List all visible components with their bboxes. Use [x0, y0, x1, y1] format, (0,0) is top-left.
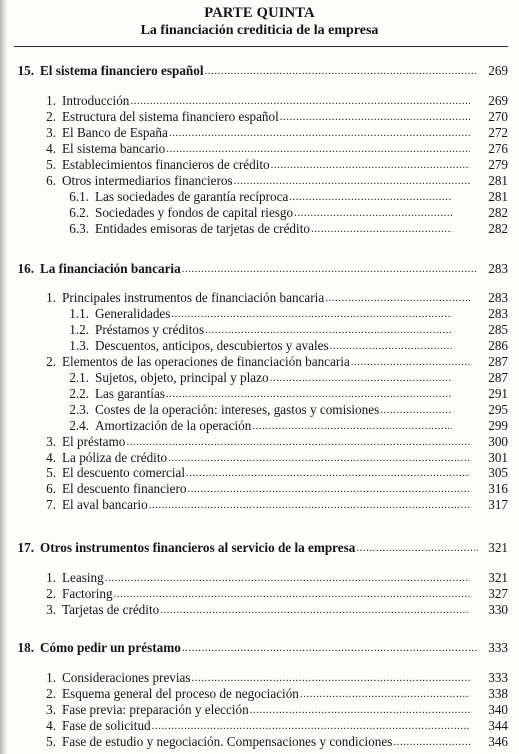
entry-page-number: 305 — [488, 465, 508, 481]
entry-page-number: 283 — [488, 305, 508, 321]
entry-page-number: 270 — [488, 108, 508, 124]
entry-page-number: 286 — [488, 337, 508, 353]
section-entry — [0, 173, 519, 189]
dot-leader — [356, 540, 478, 556]
entry-title: Fase de solicitud — [62, 717, 151, 733]
dot-leader — [149, 497, 470, 513]
entry-title: La póliza de crédito — [62, 449, 168, 465]
entry-number: 18. — [17, 640, 34, 655]
section-entry — [0, 670, 519, 686]
section-entry — [0, 602, 519, 618]
section-entry — [0, 702, 519, 718]
subsection-entry — [0, 221, 519, 237]
dot-leader — [250, 702, 470, 718]
dot-leader — [160, 602, 470, 618]
section-entry — [0, 157, 519, 173]
entry-page-number: 299 — [488, 417, 508, 433]
dot-leader — [300, 686, 470, 702]
section-entry — [0, 290, 519, 306]
entry-number: 17. — [17, 540, 34, 555]
entry-number: 1.2. — [69, 321, 89, 337]
section-entry — [0, 718, 519, 734]
section-entry — [0, 497, 519, 513]
entry-number: 5. — [46, 465, 56, 481]
entry-number: 3. — [46, 701, 56, 717]
part-subtitle: La financiación crediticia de la empresa — [140, 23, 379, 38]
section-entry — [0, 109, 519, 125]
entry-title: El descuento financiero — [62, 481, 187, 497]
entry-title: El aval bancario — [62, 497, 148, 513]
entry-number: 15. — [17, 63, 34, 78]
entry-page-number: 281 — [488, 188, 508, 204]
entry-title: Otros intermediarios financieros — [62, 172, 233, 188]
section-entry — [0, 570, 519, 586]
dot-leader — [271, 157, 470, 173]
dot-leader — [234, 173, 470, 189]
entry-page-number: 287 — [488, 369, 508, 385]
entry-page-number: 276 — [488, 140, 508, 156]
entry-title: Introducción — [62, 93, 130, 108]
entry-page-number: 327 — [488, 585, 508, 601]
dot-leader — [105, 570, 470, 586]
entry-page-number: 283 — [488, 261, 508, 276]
entry-number: 2. — [46, 585, 56, 601]
entry-title: Consideraciones previas — [62, 670, 191, 685]
entry-page-number: 338 — [488, 685, 508, 701]
entry-number: 16. — [17, 261, 34, 276]
entry-title: Leasing — [62, 570, 104, 585]
dot-leader — [168, 450, 470, 466]
entry-page-number: 321 — [488, 540, 508, 555]
entry-title: El sistema financiero español — [40, 63, 204, 78]
part-title: PARTE QUINTA — [204, 5, 315, 21]
dot-leader — [205, 63, 478, 79]
subsection-entry — [0, 418, 519, 434]
entry-number: 6. — [46, 172, 56, 188]
entry-number: 2.1. — [69, 369, 89, 385]
entry-title: El descuento comercial — [62, 465, 186, 481]
section-entry — [0, 93, 519, 109]
entry-title: Tarjetas de crédito — [62, 601, 160, 617]
section-entry — [0, 141, 519, 157]
entry-number: 3. — [46, 601, 56, 617]
dot-leader — [280, 109, 470, 125]
entry-number: 1. — [46, 290, 56, 305]
section-entry — [0, 465, 519, 481]
entry-number: 6.1. — [69, 188, 89, 204]
entry-page-number: 333 — [488, 670, 508, 685]
section-entry — [0, 686, 519, 702]
entry-number: 6. — [46, 481, 56, 497]
entry-title: Sujetos, objeto, principal y plazo — [95, 369, 269, 385]
chapter-entry — [0, 540, 519, 556]
entry-number: 2. — [46, 353, 56, 369]
entry-page-number: 301 — [488, 449, 508, 465]
entry-title: Otros instrumentos financieros al servicio de la empresa — [40, 540, 356, 555]
header-rule — [14, 46, 508, 47]
entry-page-number: 282 — [488, 204, 508, 220]
dot-leader — [152, 718, 470, 734]
entry-number: 3. — [46, 124, 56, 140]
entry-title: Esquema general del proceso de negociación — [62, 685, 299, 701]
entry-page-number: 340 — [488, 701, 508, 717]
subsection-entry — [0, 386, 519, 402]
subsection-entry — [0, 306, 519, 322]
chapter-entry — [0, 261, 519, 277]
entry-title: Generalidades — [95, 305, 171, 321]
entry-page-number: 279 — [488, 156, 508, 172]
entry-page-number: 287 — [488, 353, 508, 369]
entry-number: 1. — [46, 93, 56, 108]
subsection-entry — [0, 205, 519, 221]
entry-number: 5. — [46, 156, 56, 172]
entry-title: Sociedades y fondos de capital riesgo — [95, 204, 294, 220]
dot-leader — [289, 189, 452, 205]
entry-number: 2.2. — [69, 385, 89, 401]
entry-title: Entidades emisoras de tarjetas de crédito — [95, 220, 310, 236]
entry-title: Costes de la operación: intereses, gastos y comisiones — [95, 401, 380, 417]
part-header — [0, 5, 519, 39]
entry-page-number: 344 — [488, 717, 508, 733]
entry-page-number: 330 — [488, 601, 508, 617]
dot-leader — [126, 434, 470, 450]
entry-title: Fase previa: preparación y elección — [62, 701, 249, 717]
dot-leader — [380, 402, 452, 418]
dot-leader — [205, 322, 452, 338]
dot-leader — [130, 93, 470, 109]
section-entry — [0, 434, 519, 450]
chapter-entry — [0, 640, 519, 656]
entry-page-number: 346 — [488, 733, 508, 749]
entry-title: El Banco de España — [62, 124, 168, 140]
section-entry — [0, 354, 519, 370]
entry-title: El préstamo — [62, 433, 126, 449]
entry-number: 2.4. — [69, 417, 89, 433]
entry-number: 4. — [46, 449, 56, 465]
entry-title: Establecimientos financieros de crédito — [62, 156, 270, 172]
dot-leader — [114, 586, 470, 602]
subsection-entry — [0, 322, 519, 338]
dot-leader — [351, 354, 470, 370]
entry-page-number: 269 — [488, 63, 508, 78]
dot-leader — [182, 261, 478, 277]
subsection-entry — [0, 370, 519, 386]
entry-number: 4. — [46, 717, 56, 733]
entry-page-number: 283 — [488, 290, 508, 305]
entry-page-number: 317 — [488, 497, 508, 513]
section-entry — [0, 450, 519, 466]
chapter-entry — [0, 63, 519, 79]
subsection-entry — [0, 402, 519, 418]
entry-page-number: 300 — [488, 433, 508, 449]
dot-leader — [192, 670, 470, 686]
dot-leader — [169, 125, 470, 141]
dot-leader — [186, 465, 470, 481]
entry-page-number: 291 — [488, 385, 508, 401]
entry-number: 7. — [46, 497, 56, 513]
entry-number: 2.3. — [69, 401, 89, 417]
entry-number: 6.2. — [69, 204, 89, 220]
dot-leader — [393, 734, 470, 750]
section-entry — [0, 481, 519, 497]
dot-leader — [294, 205, 452, 221]
dot-leader — [252, 418, 452, 434]
entry-title: Estructura del sistema financiero español — [62, 108, 279, 124]
entry-number: 1. — [46, 670, 56, 685]
entry-title: Fase de estudio y negociación. Compensaciones y condiciones — [62, 733, 393, 749]
entry-title: Elementos de las operaciones de financiación bancaria — [62, 353, 350, 369]
section-entry — [0, 586, 519, 602]
section-entry — [0, 734, 519, 750]
dot-leader — [311, 221, 452, 237]
entry-title: La financiación bancaria — [40, 261, 181, 276]
entry-number: 3. — [46, 433, 56, 449]
subsection-entry — [0, 189, 519, 205]
entry-title: Cómo pedir un préstamo — [40, 640, 181, 655]
entry-page-number: 272 — [488, 124, 508, 140]
dot-leader — [171, 306, 452, 322]
subsection-entry — [0, 338, 519, 354]
entry-title: Principales instrumentos de financiación bancaria — [62, 290, 325, 305]
entry-number: 1. — [46, 570, 56, 585]
entry-page-number: 321 — [488, 570, 508, 585]
entry-page-number: 281 — [488, 172, 508, 188]
entry-number: 1.3. — [69, 337, 89, 353]
entry-number: 1.1. — [69, 305, 89, 321]
entry-page-number: 282 — [488, 220, 508, 236]
entry-title: Préstamos y créditos — [95, 321, 205, 337]
entry-number: 2. — [46, 685, 56, 701]
dot-leader — [187, 481, 470, 497]
entry-page-number: 285 — [488, 321, 508, 337]
entry-title: Las sociedades de garantía recíproca — [95, 188, 289, 204]
entry-title: Descuentos, anticipos, descubiertos y avales — [95, 337, 329, 353]
entry-page-number: 316 — [488, 481, 508, 497]
entry-page-number: 269 — [488, 93, 508, 108]
entry-page-number: 333 — [488, 640, 508, 655]
dot-leader — [166, 386, 452, 402]
entry-number: 2. — [46, 108, 56, 124]
entry-number: 6.3. — [69, 220, 89, 236]
dot-leader — [166, 141, 470, 157]
dot-leader — [270, 370, 452, 386]
entry-page-number: 295 — [488, 401, 508, 417]
dot-leader — [330, 338, 452, 354]
section-entry — [0, 125, 519, 141]
entry-title: El sistema bancario — [62, 140, 166, 156]
entry-title: Factoring — [62, 585, 113, 601]
entry-title: Las garantías — [95, 385, 165, 401]
entry-title: Amortización de la operación — [95, 417, 252, 433]
entry-number: 4. — [46, 140, 56, 156]
dot-leader — [182, 640, 478, 656]
entry-number: 5. — [46, 733, 56, 749]
dot-leader — [325, 290, 470, 306]
